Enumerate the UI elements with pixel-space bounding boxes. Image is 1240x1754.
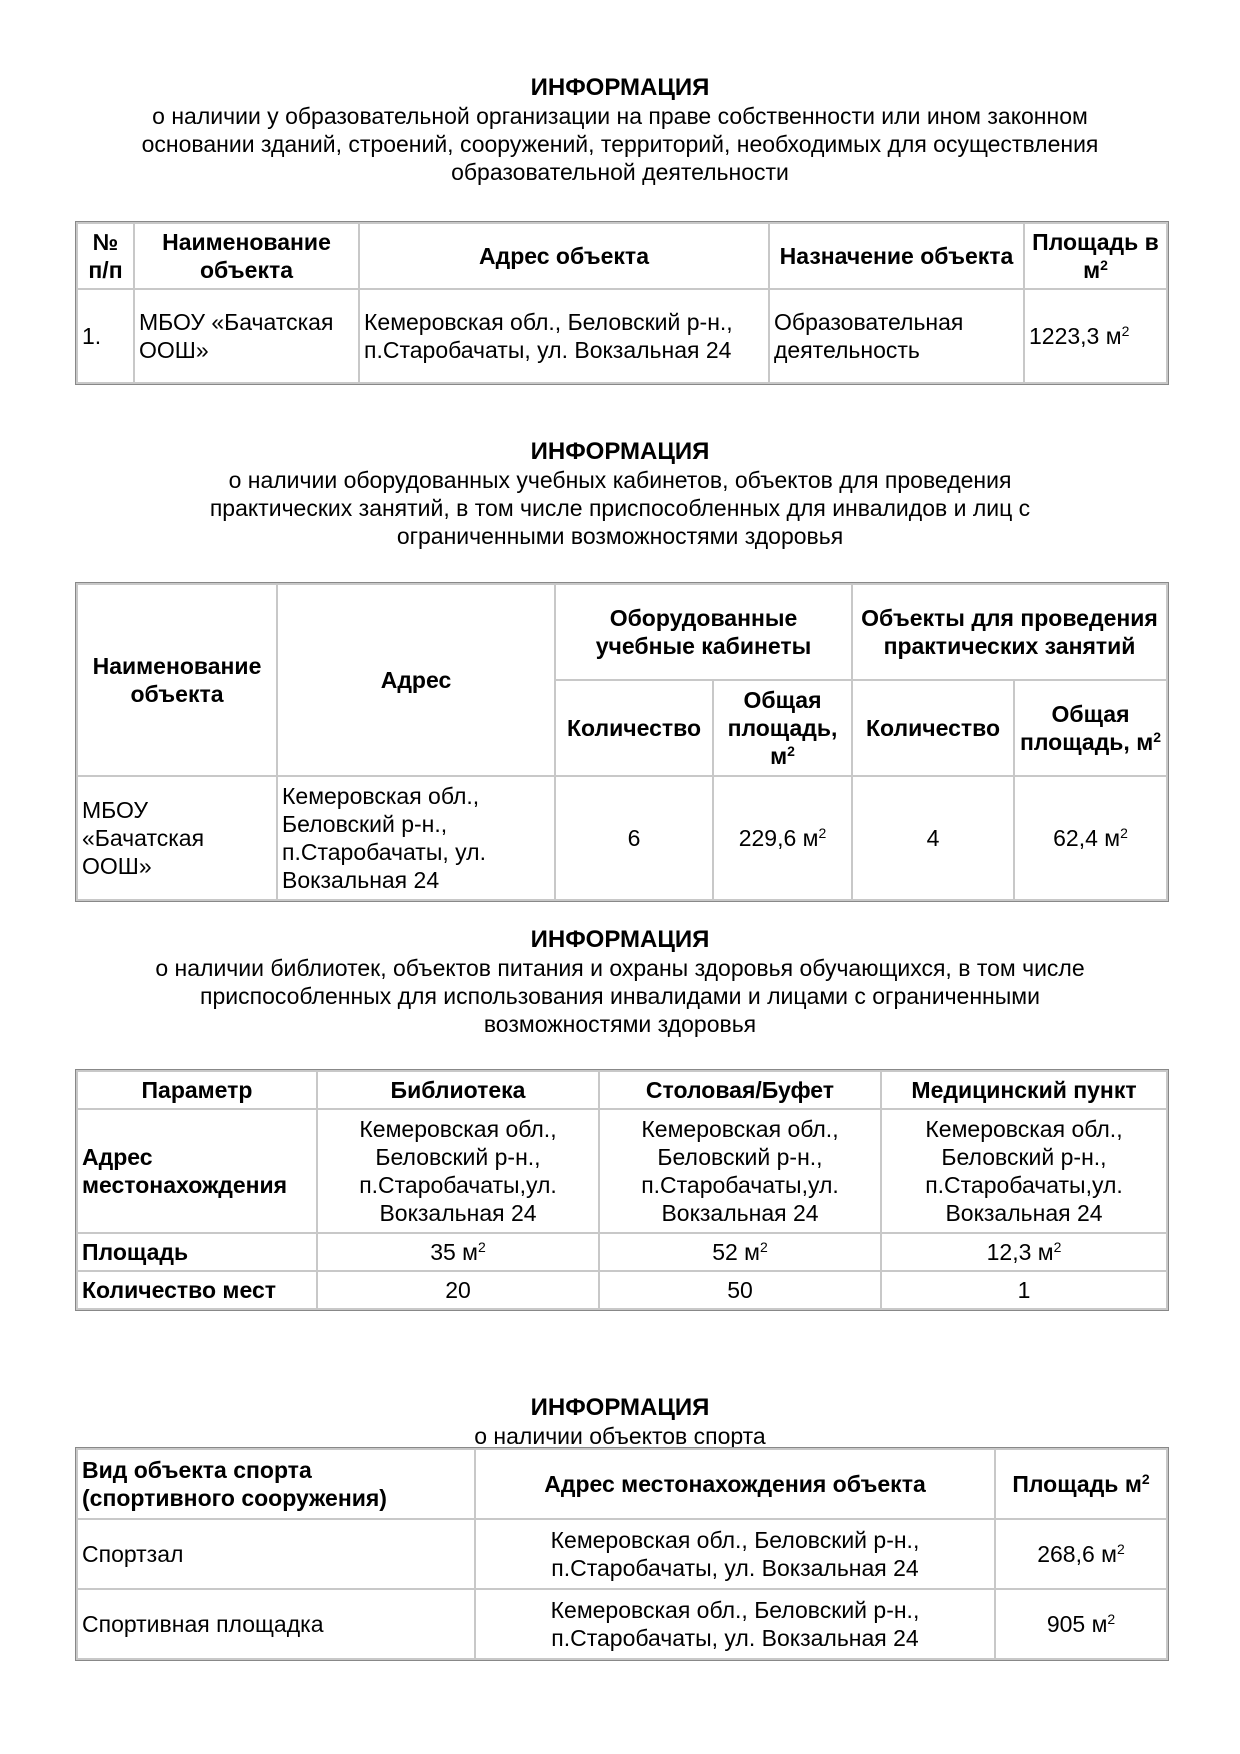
row-rooms-area: 229,6 $м^2$ <box>713 776 852 900</box>
header-sport-area: Площадь $м^2$ <box>995 1449 1167 1519</box>
sports-table <box>76 1448 1168 1660</box>
table-header-row <box>77 223 1167 289</box>
header-name: Наименование объекта <box>134 223 359 289</box>
header-rooms-area: Общая площадь, $м^2$ <box>713 680 852 776</box>
section2-heading <box>75 438 1165 550</box>
table-header-row <box>77 1449 1167 1519</box>
label-area: Площадь <box>77 1233 317 1271</box>
header-sport-type: Вид объекта спорта (спортивного сооружения) <box>77 1449 475 1519</box>
row-practice-count: 4 <box>852 776 1014 900</box>
classrooms-table <box>76 583 1168 901</box>
library-seats: 20 <box>317 1271 599 1309</box>
header-rooms-count: Количество <box>555 680 713 776</box>
row-purpose: Образовательная деятельность <box>769 289 1024 383</box>
table-row <box>77 289 1167 383</box>
section2-subtitle: о наличии оборудованных учебных кабинетов, объектов для проведения практических занятий, в том числе приспособленных для инвалидов и лиц с ограниченными возможностями здоровья <box>209 467 1031 549</box>
header-equipped-rooms: Оборудованные учебные кабинеты <box>555 584 852 680</box>
section1-subtitle: о наличии у образовательной организации на праве собственности или ином законном основании зданий, строений, сооружений, территорий, необходимых для осуществления образовательной деятельности <box>141 103 1099 185</box>
table-row <box>77 1271 1167 1309</box>
canteen-address: Кемеровская обл., Беловский р-н., п.Старобачаты,ул. Вокзальная 24 <box>599 1109 881 1233</box>
section4-subtitle: о наличии объектов спорта <box>474 1423 766 1449</box>
table-row <box>77 776 1167 900</box>
header-practice-objects: Объекты для проведения практических занятий <box>852 584 1167 680</box>
section1-title: ИНФОРМАЦИЯ <box>530 74 710 101</box>
header-practice-count: Количество <box>852 680 1014 776</box>
header-address: Адрес <box>277 584 555 776</box>
medical-area: 12,3 $м^2$ <box>881 1233 1167 1271</box>
header-number: № п/п <box>77 223 134 289</box>
section3-title: ИНФОРМАЦИЯ <box>530 926 710 953</box>
row-area: 1223,3 $м^2$ <box>1024 289 1167 383</box>
canteen-area: 52 $м^2$ <box>599 1233 881 1271</box>
header-purpose: Назначение объекта <box>769 223 1024 289</box>
facilities-table <box>76 1070 1168 1310</box>
library-area: 35 $м^2$ <box>317 1233 599 1271</box>
header-parameter: Параметр <box>77 1071 317 1109</box>
sport-type: Спортивная площадка <box>77 1589 475 1659</box>
row-number: 1. <box>77 289 134 383</box>
section3-heading <box>75 926 1165 1038</box>
row-rooms-count: 6 <box>555 776 713 900</box>
header-practice-area: Общая площадь, $м^2$ <box>1014 680 1167 776</box>
section4-heading <box>75 1394 1165 1450</box>
table-row <box>77 1589 1167 1659</box>
label-seats: Количество мест <box>77 1271 317 1309</box>
row-name: МБОУ «Бачатская ООШ» <box>134 289 359 383</box>
header-medical: Медицинский пункт <box>881 1071 1167 1109</box>
table-row <box>77 1519 1167 1589</box>
canteen-seats: 50 <box>599 1271 881 1309</box>
library-address: Кемеровская обл., Беловский р-н., п.Старобачаты,ул. Вокзальная 24 <box>317 1109 599 1233</box>
row-address: Кемеровская обл., Беловский р-н., п.Старобачаты, ул. Вокзальная 24 <box>359 289 769 383</box>
medical-address: Кемеровская обл., Беловский р-н., п.Старобачаты,ул. Вокзальная 24 <box>881 1109 1167 1233</box>
section4-title: ИНФОРМАЦИЯ <box>530 1394 710 1421</box>
row-name: МБОУ «Бачатская ООШ» <box>77 776 277 900</box>
section2-title: ИНФОРМАЦИЯ <box>530 438 710 465</box>
header-address: Адрес объекта <box>359 223 769 289</box>
header-library: Библиотека <box>317 1071 599 1109</box>
table-header-row <box>77 1071 1167 1109</box>
sport-area: 905 $м^2$ <box>995 1589 1167 1659</box>
header-area: Площадь в $м^2$ <box>1024 223 1167 289</box>
header-name: Наименование объекта <box>77 584 277 776</box>
table-row <box>77 1233 1167 1271</box>
row-address: Кемеровская обл., Беловский р-н., п.Старобачаты, ул. Вокзальная 24 <box>277 776 555 900</box>
label-address: Адрес местонахождения <box>77 1109 317 1233</box>
section3-subtitle: о наличии библиотек, объектов питания и охраны здоровья обучающихся, в том числе приспособленных для использования инвалидами и лицами с ограниченными возможностями здоровья <box>155 955 1085 1037</box>
header-canteen: Столовая/Буфет <box>599 1071 881 1109</box>
sport-address: Кемеровская обл., Беловский р-н., п.Старобачаты, ул. Вокзальная 24 <box>475 1519 995 1589</box>
sport-address: Кемеровская обл., Беловский р-н., п.Старобачаты, ул. Вокзальная 24 <box>475 1589 995 1659</box>
section1-heading <box>75 74 1165 186</box>
header-sport-address: Адрес местонахождения объекта <box>475 1449 995 1519</box>
sport-area: 268,6 $м^2$ <box>995 1519 1167 1589</box>
row-practice-area: 62,4 $м^2$ <box>1014 776 1167 900</box>
table-row <box>77 1109 1167 1233</box>
table-header-row <box>77 584 1167 680</box>
medical-seats: 1 <box>881 1271 1167 1309</box>
sport-type: Спортзал <box>77 1519 475 1589</box>
buildings-table <box>76 222 1168 384</box>
